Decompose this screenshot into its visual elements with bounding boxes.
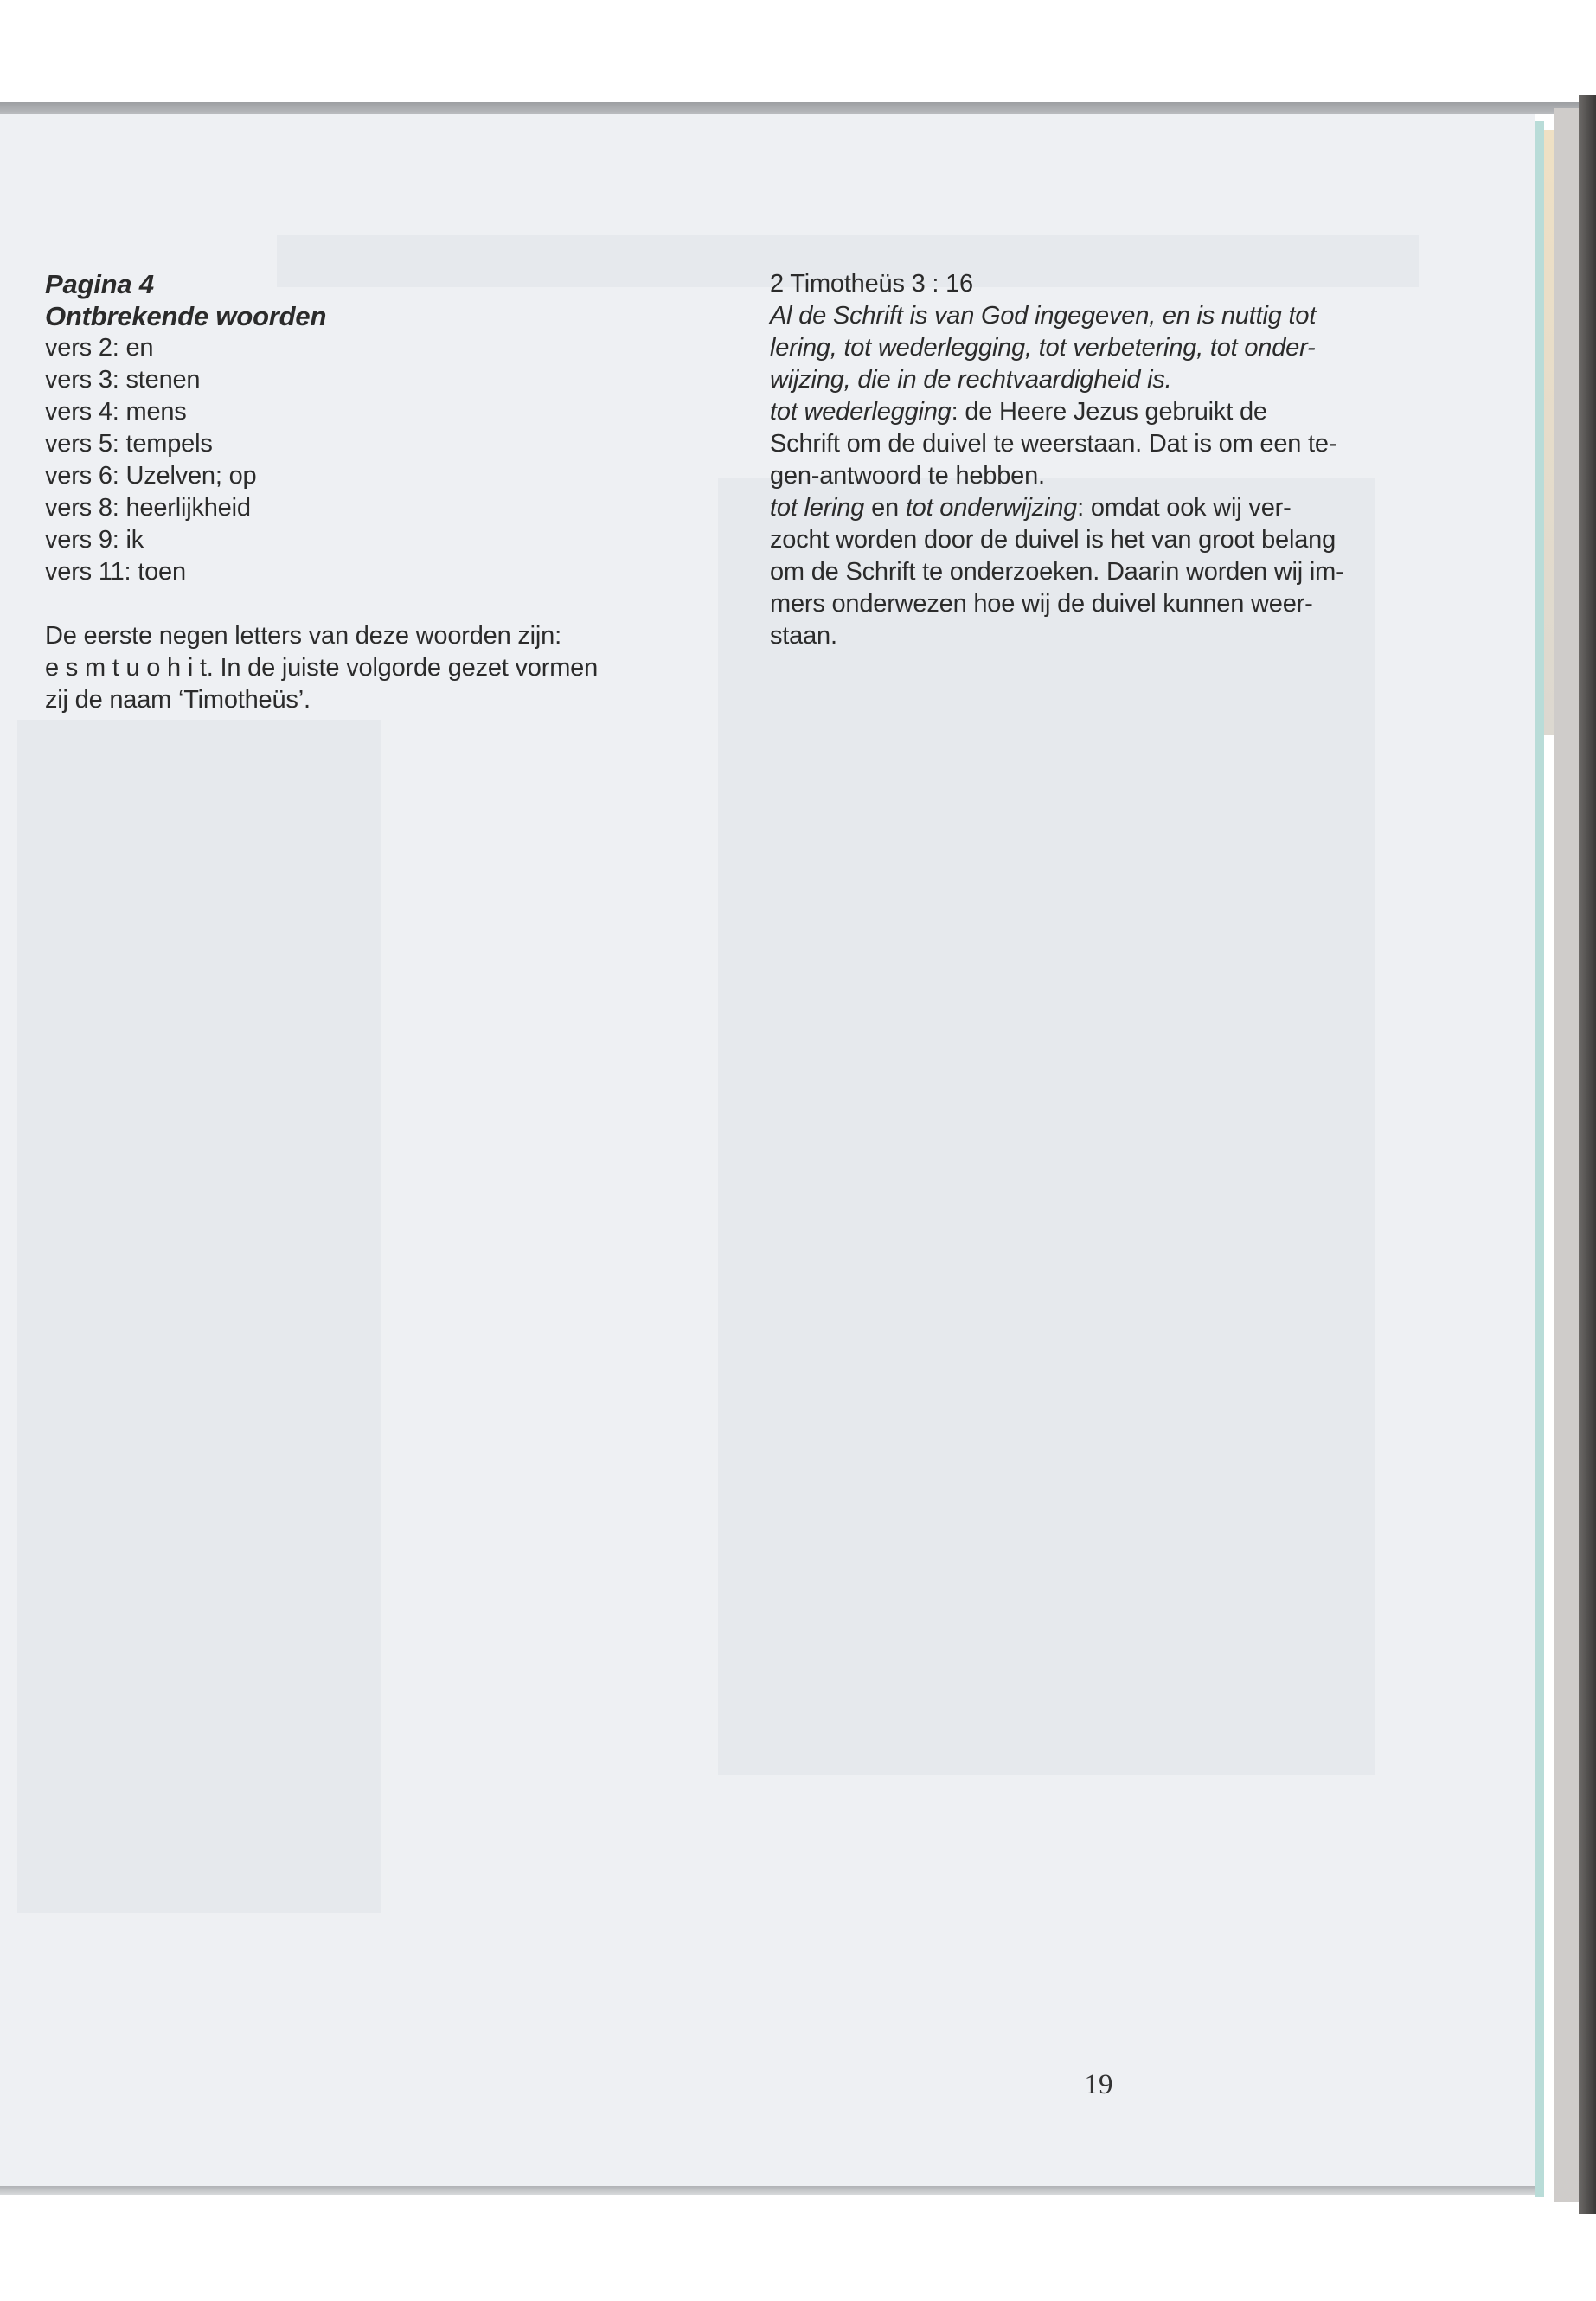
explanation-line: De eerste negen letters van deze woorden zijn:: [45, 622, 561, 650]
explanation-line: zij de naam ‘Timotheüs’.: [45, 686, 311, 714]
right-column: [770, 268, 1427, 652]
scan-shadow-band: [0, 102, 1596, 114]
show-through-block: [718, 478, 1375, 1775]
book-board-edge: [1554, 108, 1579, 2202]
wederlegging-text: Schrift om de duivel te weerstaan. Dat is om een te-: [770, 430, 1337, 458]
show-through-block: [17, 720, 381, 1913]
page-number: 19: [1084, 2069, 1113, 2100]
cream-page-edge: [1544, 130, 1554, 735]
section-heading-page: Pagina 4: [45, 269, 154, 299]
lering-text: mers onderwezen hoe wij de duivel kunnen weer-: [770, 590, 1313, 618]
verse-answer: vers 2: en: [45, 334, 154, 362]
lering-line: [770, 492, 1427, 524]
lering-text: staan.: [770, 622, 837, 650]
verse-answer: vers 9: ik: [45, 526, 144, 554]
verse-answer: vers 3: stenen: [45, 366, 201, 394]
left-column: [45, 268, 685, 716]
wederlegging-term: tot wederlegging: [770, 398, 952, 426]
verse-answer: vers 5: tempels: [45, 430, 213, 458]
verse-answer: vers 4: mens: [45, 398, 187, 426]
verse-answer: vers 8: heerlijkheid: [45, 494, 251, 522]
quote-line: lering, tot wederlegging, tot verbetering, tot onder-: [770, 334, 1316, 362]
page-bottom-edge: [0, 2186, 1535, 2195]
explanation-line: e s m t u o h i t. In de juiste volgorde gezet vormen: [45, 654, 599, 682]
section-heading-missing-words: Ontbrekende woorden: [45, 301, 327, 331]
lering-text: om de Schrift te onderzoeken. Daarin worden wij im-: [770, 558, 1344, 586]
wederlegging-text: gen-antwoord te hebben.: [770, 462, 1045, 490]
lering-text: : omdat ook wij ver-: [1077, 494, 1292, 522]
onderwijzing-term: tot onderwijzing: [905, 494, 1078, 522]
wederlegging-text: : de Heere Jezus gebruikt de: [951, 398, 1267, 426]
lering-term: tot lering: [770, 494, 865, 522]
wederlegging-line: [770, 396, 1427, 428]
verse-answer: vers 6: Uzelven; op: [45, 462, 257, 490]
lering-text: zocht worden door de duivel is het van groot belang: [770, 526, 1336, 554]
book-spine-shadow: [1579, 95, 1596, 2214]
quote-line: Al de Schrift is van God ingegeven, en is nuttig tot: [770, 302, 1317, 330]
paragraph-gap: [45, 588, 685, 620]
quote-line: wijzing, die in de rechtvaardigheid is.: [770, 366, 1172, 394]
teal-page-edge: [1535, 121, 1544, 2197]
verse-answer: vers 11: toen: [45, 558, 186, 586]
bible-reference: 2 Timotheüs 3 : 16: [770, 270, 973, 298]
lering-joiner: en: [864, 494, 906, 522]
